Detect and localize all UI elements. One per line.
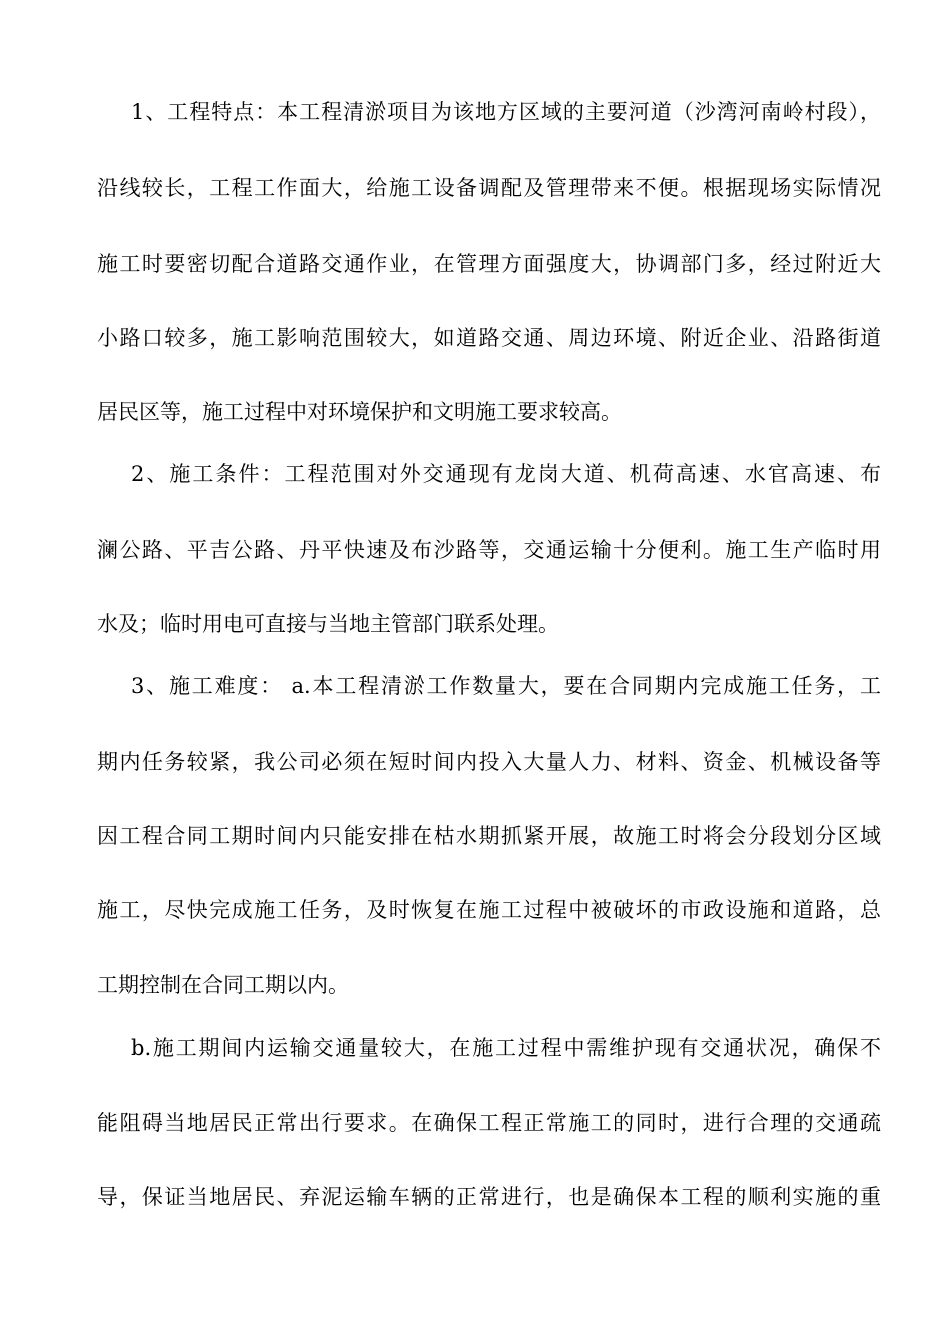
text-line: 2、施工条件：工程范围对外交通现有龙岗大道、机荷高速、水官高速、布 — [131, 462, 881, 486]
text-line: 能阻碍当地居民正常出行要求。在确保工程正常施工的同时，进行合理的交通疏 — [97, 1111, 881, 1135]
text-line: 导，保证当地居民、弃泥运输车辆的正常进行，也是确保本工程的顺利实施的重 — [97, 1185, 881, 1209]
text-line: 施工时要密切配合道路交通作业，在管理方面强度大，协调部门多，经过附近大 — [97, 252, 881, 276]
text-line: b.施工期间内运输交通量较大，在施工过程中需维护现有交通状况，确保不 — [131, 1036, 881, 1060]
text-line: 施工，尽快完成施工任务，及时恢复在施工过程中被破坏的市政设施和道路，总 — [97, 898, 881, 922]
text-line: 工期控制在合同工期以内。 — [97, 973, 349, 997]
text-line: 3、施工难度： a.本工程清淤工作数量大，要在合同期内完成施工任务，工 — [131, 674, 881, 698]
text-line: 期内任务较紧，我公司必须在短时间内投入大量人力、材料、资金、机械设备等 — [97, 750, 881, 774]
text-line: 水及；临时用电可直接与当地主管部门联系处理。 — [97, 612, 559, 636]
text-line: 1、工程特点：本工程清淤项目为该地方区域的主要河道（沙湾河南岭村段）， — [131, 100, 881, 124]
text-line: 小路口较多，施工影响范围较大，如道路交通、周边环境、附近企业、沿路街道 — [97, 326, 881, 350]
text-line: 沿线较长，工程工作面大，给施工设备调配及管理带来不便。根据现场实际情况 — [97, 176, 881, 200]
text-line: 澜公路、平吉公路、丹平快速及布沙路等，交通运输十分便利。施工生产临时用 — [97, 538, 881, 562]
text-line: 因工程合同工期时间内只能安排在枯水期抓紧开展，故施工时将会分段划分区域 — [97, 824, 881, 848]
text-line: 居民区等，施工过程中对环境保护和文明施工要求较高。 — [97, 400, 622, 424]
